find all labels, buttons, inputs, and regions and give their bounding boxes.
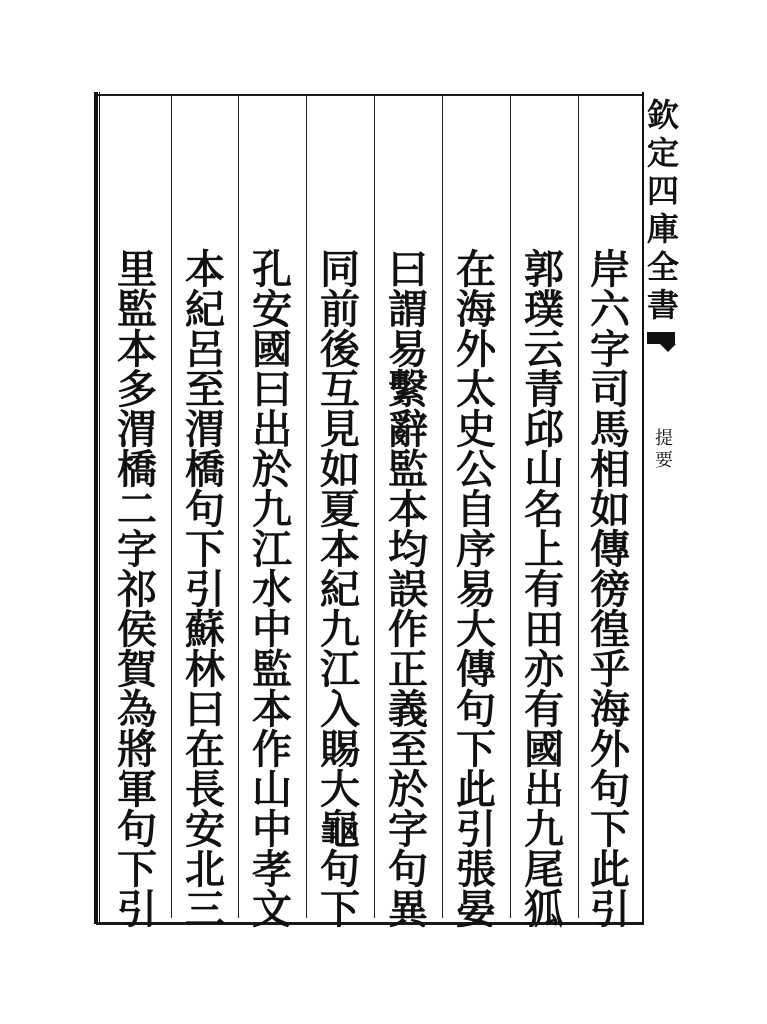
text-glyph: 後 xyxy=(320,326,360,373)
text-glyph: 孝 xyxy=(252,846,292,893)
text-glyph: 尾 xyxy=(524,846,564,893)
text-glyph: 見 xyxy=(320,406,360,453)
text-glyph: 易 xyxy=(388,326,428,373)
column-rule xyxy=(171,96,172,918)
text-glyph: 異 xyxy=(388,886,428,933)
text-glyph: 正 xyxy=(388,646,428,693)
text-glyph: 安 xyxy=(252,286,292,333)
text-glyph: 曰 xyxy=(185,686,225,733)
text-glyph: 本 xyxy=(185,246,225,293)
text-glyph: 傳 xyxy=(456,646,496,693)
text-glyph: 侯 xyxy=(117,606,157,653)
text-glyph: 中 xyxy=(252,606,292,653)
text-glyph: 郭 xyxy=(524,246,564,293)
text-glyph: 同 xyxy=(320,246,360,293)
text-glyph: 馬 xyxy=(590,406,630,453)
text-glyph: 誤 xyxy=(388,566,428,613)
text-glyph: 三 xyxy=(185,886,225,933)
text-glyph: 亦 xyxy=(524,646,564,693)
text-glyph: 如 xyxy=(590,486,630,533)
text-glyph: 軍 xyxy=(117,766,157,813)
text-glyph: 出 xyxy=(524,766,564,813)
text-glyph: 有 xyxy=(524,566,564,613)
text-glyph: 徨 xyxy=(590,606,630,653)
text-glyph: 下 xyxy=(320,886,360,933)
text-glyph: 中 xyxy=(252,806,292,853)
text-glyph: 晏 xyxy=(456,886,496,933)
text-glyph: 里 xyxy=(117,246,157,293)
text-glyph: 外 xyxy=(590,726,630,773)
text-column xyxy=(448,246,504,933)
text-glyph: 璞 xyxy=(524,286,564,333)
text-glyph: 九 xyxy=(252,486,292,533)
text-glyph: 出 xyxy=(252,406,292,453)
text-glyph: 田 xyxy=(524,606,564,653)
text-glyph: 在 xyxy=(456,246,496,293)
text-glyph: 林 xyxy=(185,646,225,693)
text-glyph: 均 xyxy=(388,526,428,573)
text-glyph: 為 xyxy=(117,686,157,733)
text-glyph: 至 xyxy=(185,366,225,413)
text-glyph: 文 xyxy=(252,886,292,933)
text-glyph: 句 xyxy=(117,806,157,853)
text-glyph: 青 xyxy=(524,366,564,413)
text-glyph: 司 xyxy=(590,366,630,413)
text-glyph: 海 xyxy=(590,686,630,733)
fish-tail-mark xyxy=(647,332,675,344)
text-glyph: 孔 xyxy=(252,246,292,293)
frame-left-border xyxy=(94,92,100,924)
text-glyph: 多 xyxy=(117,366,157,413)
text-glyph: 將 xyxy=(117,726,157,773)
text-glyph: 云 xyxy=(524,326,564,373)
text-glyph: 安 xyxy=(185,806,225,853)
text-glyph: 於 xyxy=(388,766,428,813)
text-glyph: 易 xyxy=(456,566,496,613)
text-glyph: 九 xyxy=(320,606,360,653)
text-glyph: 句 xyxy=(185,486,225,533)
text-glyph: 作 xyxy=(388,606,428,653)
text-glyph: 外 xyxy=(456,326,496,373)
text-column xyxy=(380,246,436,933)
text-glyph: 海 xyxy=(456,286,496,333)
text-glyph: 橋 xyxy=(185,446,225,493)
text-glyph: 此 xyxy=(590,846,630,893)
margin-book-title: 欽 定 四 庫 全 書 xyxy=(646,96,679,324)
column-rule xyxy=(306,96,307,918)
text-glyph: 如 xyxy=(320,446,360,493)
text-glyph: 本 xyxy=(320,526,360,573)
text-glyph: 有 xyxy=(524,686,564,733)
text-glyph: 呂 xyxy=(185,326,225,373)
text-column xyxy=(582,246,638,933)
column-rule xyxy=(578,96,579,918)
text-glyph: 國 xyxy=(252,326,292,373)
text-column xyxy=(177,246,233,933)
text-column xyxy=(109,246,165,933)
text-glyph: 山 xyxy=(524,446,564,493)
text-glyph: 本 xyxy=(117,326,157,373)
column-rule xyxy=(238,96,239,918)
text-glyph: 監 xyxy=(252,646,292,693)
text-glyph: 作 xyxy=(252,726,292,773)
text-glyph: 北 xyxy=(185,846,225,893)
text-glyph: 字 xyxy=(388,806,428,853)
text-glyph: 山 xyxy=(252,766,292,813)
text-glyph: 在 xyxy=(185,726,225,773)
text-glyph: 於 xyxy=(252,446,292,493)
text-glyph: 國 xyxy=(524,726,564,773)
text-glyph: 紀 xyxy=(320,566,360,613)
text-glyph: 九 xyxy=(524,806,564,853)
text-glyph: 上 xyxy=(524,526,564,573)
text-glyph: 繫 xyxy=(388,366,428,413)
text-glyph: 史 xyxy=(456,406,496,453)
text-glyph: 此 xyxy=(456,766,496,813)
text-glyph: 龜 xyxy=(320,806,360,853)
text-glyph: 徬 xyxy=(590,566,630,613)
text-glyph: 下 xyxy=(590,806,630,853)
fish-tail-notch xyxy=(660,344,676,352)
text-glyph: 渭 xyxy=(185,406,225,453)
text-glyph: 句 xyxy=(388,846,428,893)
text-glyph: 橋 xyxy=(117,446,157,493)
text-glyph: 下 xyxy=(456,726,496,773)
text-glyph: 紀 xyxy=(185,286,225,333)
text-glyph: 相 xyxy=(590,446,630,493)
text-glyph: 邱 xyxy=(524,406,564,453)
text-glyph: 入 xyxy=(320,686,360,733)
text-glyph: 下 xyxy=(185,526,225,573)
text-glyph: 二 xyxy=(117,486,157,533)
column-rule xyxy=(374,96,375,918)
text-glyph: 監 xyxy=(117,286,157,333)
text-glyph: 名 xyxy=(524,486,564,533)
text-glyph: 句 xyxy=(590,766,630,813)
text-glyph: 賀 xyxy=(117,646,157,693)
text-glyph: 大 xyxy=(320,766,360,813)
text-glyph: 賜 xyxy=(320,726,360,773)
column-rule xyxy=(442,96,443,918)
text-glyph: 狐 xyxy=(524,886,564,933)
margin-section-label: 提 要 xyxy=(655,428,673,471)
text-glyph: 江 xyxy=(252,526,292,573)
text-glyph: 自 xyxy=(456,486,496,533)
text-glyph: 互 xyxy=(320,366,360,413)
text-glyph: 引 xyxy=(456,806,496,853)
text-glyph: 夏 xyxy=(320,486,360,533)
text-glyph: 六 xyxy=(590,286,630,333)
text-glyph: 字 xyxy=(590,326,630,373)
text-glyph: 下 xyxy=(117,846,157,893)
text-glyph: 引 xyxy=(185,566,225,613)
text-glyph: 本 xyxy=(388,486,428,533)
text-column xyxy=(516,246,572,933)
text-glyph: 義 xyxy=(388,686,428,733)
text-glyph: 至 xyxy=(388,726,428,773)
text-glyph: 曰 xyxy=(388,246,428,293)
text-glyph: 本 xyxy=(252,686,292,733)
text-glyph: 引 xyxy=(117,886,157,933)
text-glyph: 傳 xyxy=(590,526,630,573)
text-column xyxy=(312,246,368,933)
text-glyph: 句 xyxy=(456,686,496,733)
text-column xyxy=(244,246,300,933)
text-glyph: 祁 xyxy=(117,566,157,613)
text-glyph: 謂 xyxy=(388,286,428,333)
text-glyph: 乎 xyxy=(590,646,630,693)
column-rule xyxy=(510,96,511,918)
text-glyph: 張 xyxy=(456,846,496,893)
text-glyph: 曰 xyxy=(252,366,292,413)
text-glyph: 渭 xyxy=(117,406,157,453)
text-glyph: 句 xyxy=(320,846,360,893)
text-glyph: 前 xyxy=(320,286,360,333)
text-glyph: 長 xyxy=(185,766,225,813)
text-glyph: 公 xyxy=(456,446,496,493)
text-glyph: 字 xyxy=(117,526,157,573)
text-glyph: 監 xyxy=(388,446,428,493)
text-glyph: 岸 xyxy=(590,246,630,293)
text-glyph: 引 xyxy=(590,886,630,933)
text-glyph: 太 xyxy=(456,366,496,413)
text-glyph: 大 xyxy=(456,606,496,653)
text-glyph: 序 xyxy=(456,526,496,573)
text-glyph: 水 xyxy=(252,566,292,613)
text-glyph: 辭 xyxy=(388,406,428,453)
text-glyph: 蘇 xyxy=(185,606,225,653)
text-glyph: 江 xyxy=(320,646,360,693)
